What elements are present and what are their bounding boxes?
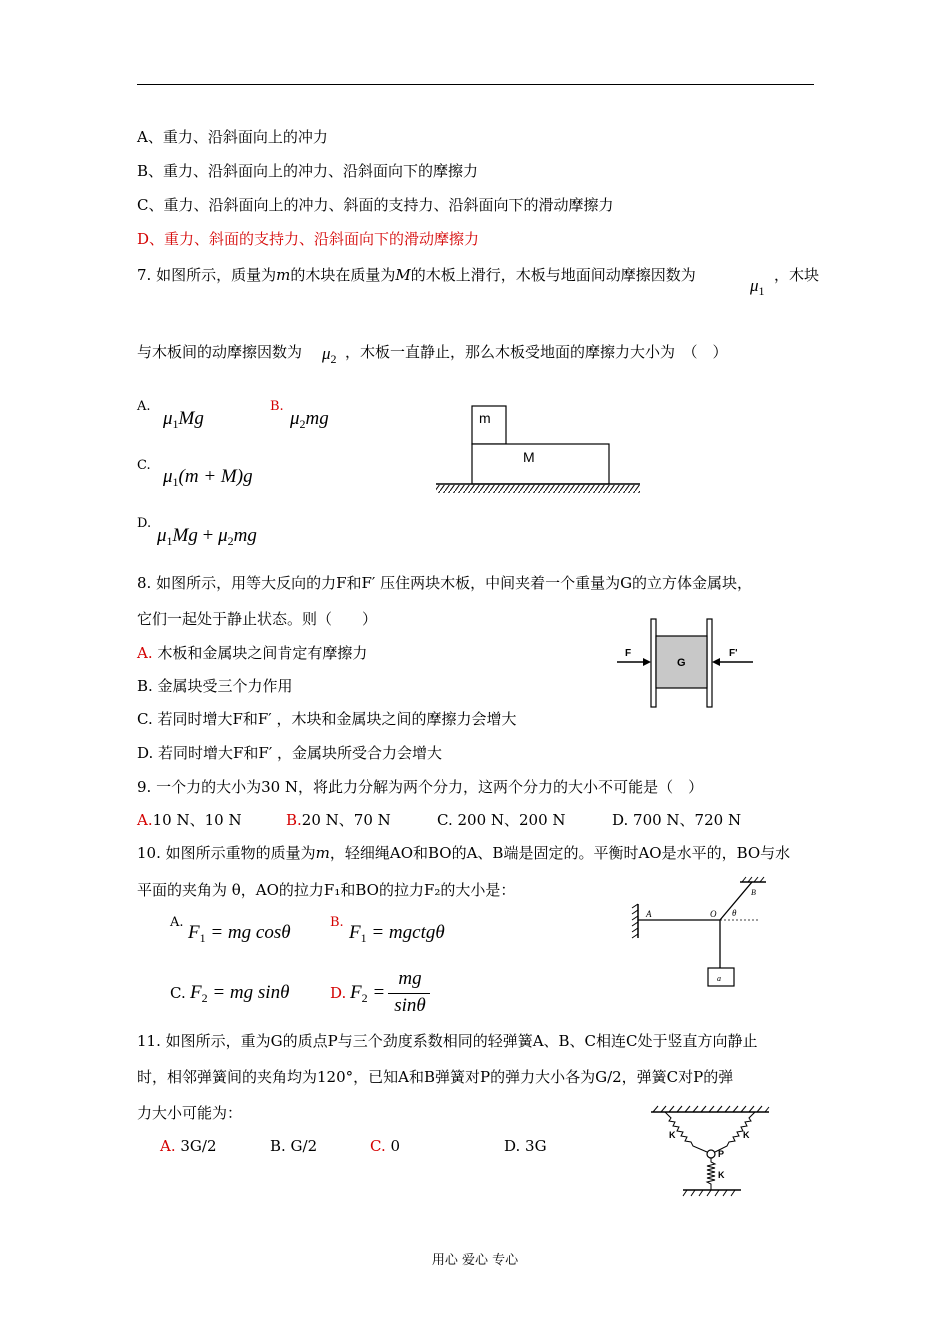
label-g: G bbox=[677, 657, 686, 669]
q9-stem: 9. 一个力的大小为30 N，将此力分解为两个分力，这两个分力的大小不可能是（ ） bbox=[137, 778, 704, 796]
label-f: F bbox=[625, 648, 632, 659]
q10-option-c-expr: $F_2$ = mg sinθ bbox=[190, 982, 290, 1005]
ceiling-hatch bbox=[653, 1106, 769, 1112]
label-weight: a bbox=[717, 974, 721, 983]
q7-stem-line1: 7. 如图所示，质量为m的木块在质量为M的木板上滑行，木板与地面间动摩擦因数为 bbox=[137, 266, 696, 284]
q7-option-c-expr: $\mu_1(m + M)g$ bbox=[163, 466, 253, 489]
q7-option-d-label: D. bbox=[137, 516, 152, 531]
q10-option-a-label: A. bbox=[170, 915, 184, 930]
q8-option-b: B. 金属块受三个力作用 bbox=[137, 677, 293, 695]
label-k-bottom: K bbox=[718, 1170, 725, 1180]
q7-option-c-label: C. bbox=[137, 458, 151, 473]
q9-option-c: C. 200 N、200 N bbox=[437, 811, 566, 829]
q10-stem-line2: 平面的夹角为 θ，AO的拉力F₁和BO的拉力F₂的大小是： bbox=[137, 881, 516, 899]
q9-option-a: A.10 N、10 N bbox=[137, 811, 242, 829]
point-p bbox=[707, 1150, 715, 1158]
q10-option-d-lhs: $F_2$ = bbox=[350, 982, 386, 1005]
label-o: O bbox=[710, 909, 717, 919]
q10-option-d-label: D. bbox=[330, 984, 347, 1002]
q7-stem-line2a: 与木板间的动摩擦因数为 bbox=[137, 343, 303, 361]
q10-option-d-numerator: mg bbox=[398, 968, 422, 989]
label-b: B bbox=[751, 888, 756, 897]
q7-option-a-expr: $\mu_1Mg$ bbox=[163, 408, 204, 431]
q10-option-b-expr: $F_1$ = mgctgθ bbox=[349, 922, 445, 945]
q10-fraction-bar bbox=[388, 993, 430, 994]
label-p: P bbox=[718, 1149, 725, 1159]
rope-weight-figure bbox=[628, 876, 768, 991]
hanging-weight bbox=[708, 968, 734, 986]
q9-option-d: D. 700 N、720 N bbox=[612, 811, 742, 829]
force-f-arrowhead bbox=[643, 658, 651, 666]
q10-option-b-label: B. bbox=[330, 915, 344, 930]
q11-stem-line1: 11. 如图所示，重为G的质点P与三个劲度系数相同的轻弹簧A、B、C相连C处于竖直方向静止 bbox=[137, 1032, 758, 1050]
q7-option-b-label: B. bbox=[270, 399, 284, 414]
q8-stem-line1: 8. 如图所示，用等大反向的力F和F′ 压住两块木板，中间夹着一个重量为G的立方体金属块， bbox=[137, 574, 753, 592]
q7-mu1: $\mu_1$ bbox=[750, 276, 765, 298]
q6-option-a: A、重力、沿斜面向上的冲力 bbox=[137, 128, 328, 146]
q8-option-c: C. 若同时增大F和F′ ，木块和金属块之间的摩擦力会增大 bbox=[137, 710, 517, 728]
label-f-prime: F' bbox=[729, 648, 738, 659]
q7-stem-line2b: ，木板一直静止，那么木板受地面的摩擦力大小为 （ ） bbox=[345, 343, 728, 361]
block-on-board-figure bbox=[430, 400, 645, 500]
q11-option-a: A. 3G/2 bbox=[160, 1137, 217, 1155]
right-board bbox=[707, 619, 712, 707]
q6-option-c: C、重力、沿斜面向上的冲力、斜面的支持力、沿斜面向下的滑动摩擦力 bbox=[137, 196, 614, 214]
q8-option-d: D. 若同时增大F和F′ ，金属块所受合力会增大 bbox=[137, 744, 443, 762]
label-k-right: K bbox=[743, 1130, 750, 1140]
label-theta: θ bbox=[732, 908, 737, 918]
q7-stem-line1-end: ，木块 bbox=[774, 266, 820, 284]
q10-option-d-denominator: sinθ bbox=[394, 995, 426, 1016]
label-k-left: K bbox=[669, 1130, 676, 1140]
header-rule bbox=[137, 84, 814, 85]
board-M bbox=[472, 444, 609, 484]
q9-option-b: B.20 N、70 N bbox=[286, 811, 391, 829]
q7-mu2: $\mu_2$ bbox=[322, 344, 337, 366]
q11-option-d: D. 3G bbox=[504, 1137, 547, 1155]
left-board bbox=[651, 619, 656, 707]
label-M: M bbox=[523, 449, 535, 465]
floor-hatch bbox=[683, 1190, 735, 1196]
q7-option-a-label: A. bbox=[137, 399, 151, 414]
three-springs-figure bbox=[645, 1102, 775, 1202]
q10-option-c-label: C. bbox=[170, 984, 186, 1002]
q11-stem-line2: 时，相邻弹簧间的夹角均为120°，已知A和B弹簧对P的弹力大小各为G/2，弹簧C对P的弹 bbox=[137, 1068, 734, 1086]
clamped-block-figure bbox=[605, 614, 765, 710]
label-m: m bbox=[479, 410, 491, 426]
q7-option-d-expr: $\mu_1Mg + \mu_2mg$ bbox=[157, 525, 257, 548]
left-wall-hatch bbox=[632, 904, 638, 938]
ground-hatch bbox=[436, 485, 640, 493]
q6-option-d: D、重力、斜面的支持力、沿斜面向下的滑动摩擦力 bbox=[137, 230, 480, 248]
page-footer: 用心 爱心 专心 bbox=[431, 1253, 519, 1268]
q7-option-b-expr: $\mu_2mg$ bbox=[290, 408, 329, 431]
q11-option-b: B. G/2 bbox=[270, 1137, 318, 1155]
q10-stem-line1: 10. 如图所示重物的质量为m，轻细绳AO和BO的A、B端是固定的。平衡时AO是水平的，BO与水 bbox=[137, 844, 791, 862]
spring-c bbox=[707, 1158, 715, 1190]
q6-option-b: B、重力、沿斜面向上的冲力、沿斜面向下的摩擦力 bbox=[137, 162, 479, 180]
q8-option-a: A. 木板和金属块之间肯定有摩擦力 bbox=[137, 644, 368, 662]
label-a: A bbox=[646, 909, 652, 919]
q8-stem-line2: 它们一起处于静止状态。则（ ） bbox=[137, 610, 378, 628]
force-f-prime-arrowhead bbox=[712, 658, 720, 666]
q10-option-a-expr: $F_1$ = mg cosθ bbox=[188, 922, 291, 945]
q11-stem-line3: 力大小可能为： bbox=[137, 1104, 243, 1122]
q11-option-c: C. 0 bbox=[370, 1137, 401, 1155]
